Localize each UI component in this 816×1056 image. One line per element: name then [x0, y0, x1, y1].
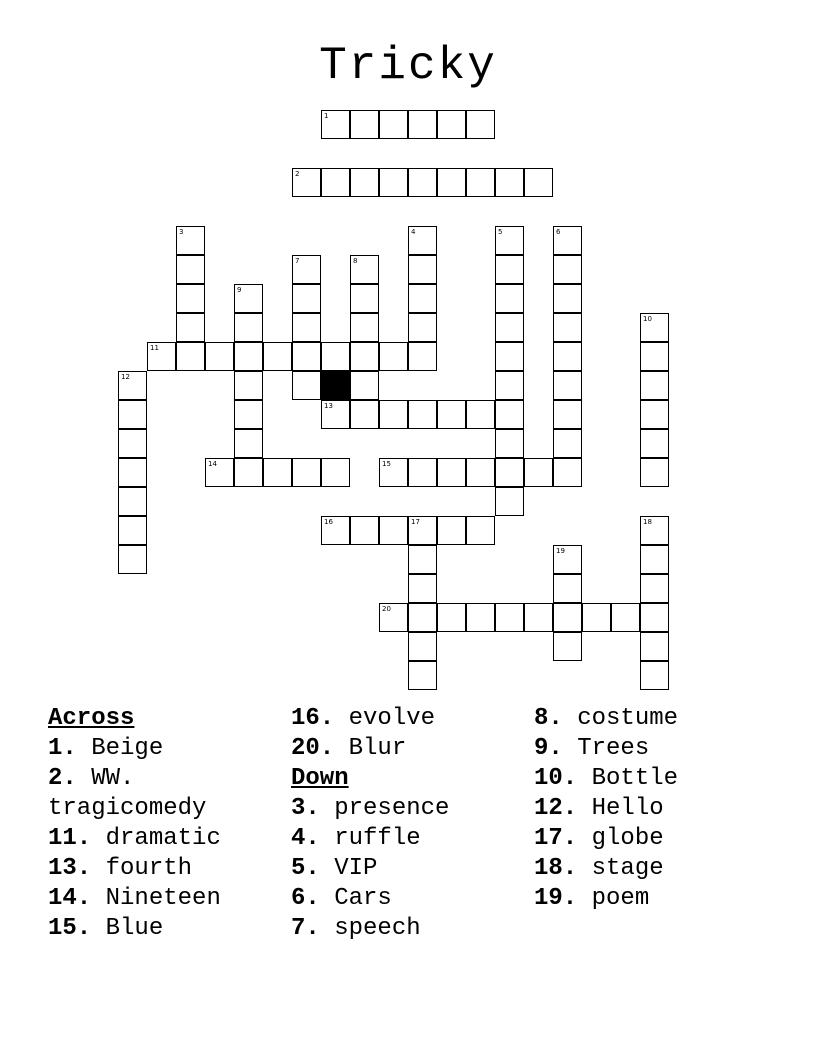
grid-cell[interactable]	[350, 255, 379, 284]
clue-across-1: 1. Beige	[48, 735, 164, 762]
grid-cell[interactable]	[640, 429, 669, 458]
grid-cell[interactable]	[321, 400, 350, 429]
cell-number: 17	[411, 518, 420, 526]
grid-cell[interactable]	[495, 226, 524, 255]
grid-cell[interactable]	[118, 429, 147, 458]
grid-cell[interactable]	[495, 371, 524, 400]
clue-down-18: 18. stage	[534, 855, 664, 882]
clue-column-1	[48, 704, 288, 944]
grid-cell[interactable]	[292, 313, 321, 342]
grid-cell[interactable]	[205, 458, 234, 487]
cell-number: 8	[353, 257, 358, 265]
clue-down-5: 5. VIP	[291, 855, 378, 882]
grid-cell[interactable]	[553, 255, 582, 284]
grid-cell[interactable]	[350, 168, 379, 197]
grid-cell[interactable]	[495, 487, 524, 516]
grid-cell[interactable]	[437, 458, 466, 487]
grid-cell[interactable]	[408, 313, 437, 342]
grid-cell[interactable]	[321, 458, 350, 487]
grid-cell[interactable]	[466, 168, 495, 197]
grid-cell[interactable]	[408, 342, 437, 371]
grid-cell[interactable]	[176, 342, 205, 371]
grid-cell[interactable]	[234, 371, 263, 400]
grid-cell[interactable]	[553, 313, 582, 342]
grid-cell[interactable]	[379, 400, 408, 429]
grid-cell[interactable]	[234, 429, 263, 458]
cell-number: 7	[295, 257, 300, 265]
grid-cell[interactable]	[437, 110, 466, 139]
grid-cell[interactable]	[495, 458, 524, 487]
cell-number: 9	[237, 286, 242, 294]
grid-cell[interactable]	[640, 603, 669, 632]
grid-cell[interactable]	[524, 168, 553, 197]
grid-cell[interactable]	[640, 371, 669, 400]
clue-down-4: 4. ruffle	[291, 825, 421, 852]
clue-down-7: 7. speech	[291, 915, 421, 942]
grid-cell[interactable]	[553, 632, 582, 661]
grid-cell[interactable]	[553, 342, 582, 371]
clue-down-3: 3. presence	[291, 795, 450, 822]
grid-cell[interactable]	[350, 284, 379, 313]
clue-down-19: 19. poem	[534, 885, 650, 912]
cell-number: 11	[150, 344, 159, 352]
clue-down-10: 10. Bottle	[534, 765, 679, 792]
grid-cell[interactable]	[234, 313, 263, 342]
puzzle-title: Tricky	[319, 40, 497, 92]
grid-cell[interactable]	[379, 168, 408, 197]
grid-cell[interactable]	[408, 226, 437, 255]
grid-cell[interactable]	[640, 342, 669, 371]
grid-cell[interactable]	[437, 516, 466, 545]
grid-cell[interactable]	[553, 458, 582, 487]
grid-cell[interactable]	[234, 400, 263, 429]
grid-cell[interactable]	[553, 603, 582, 632]
grid-cell[interactable]	[640, 400, 669, 429]
cell-number: 20	[382, 605, 391, 613]
clue-down-8: 8. costume	[534, 705, 679, 732]
grid-cell[interactable]	[640, 313, 669, 342]
grid-cell[interactable]	[408, 458, 437, 487]
grid-cell[interactable]	[582, 603, 611, 632]
clue-down-12: 12. Hello	[534, 795, 664, 822]
grid-cell[interactable]	[321, 516, 350, 545]
grid-cell[interactable]	[553, 284, 582, 313]
grid-cell[interactable]	[321, 110, 350, 139]
grid-cell[interactable]	[466, 110, 495, 139]
grid-cell[interactable]	[495, 255, 524, 284]
cell-number: 18	[643, 518, 652, 526]
cell-number: 16	[324, 518, 333, 526]
grid-cell[interactable]	[495, 603, 524, 632]
cell-number: 12	[121, 373, 130, 381]
grid-cell[interactable]	[640, 516, 669, 545]
grid-cell[interactable]	[408, 110, 437, 139]
grid-cell[interactable]	[379, 110, 408, 139]
cell-number: 13	[324, 402, 333, 410]
cell-number: 5	[498, 228, 503, 236]
grid-cell[interactable]	[553, 371, 582, 400]
grid-cell[interactable]	[408, 632, 437, 661]
cell-number: 3	[179, 228, 184, 236]
grid-cell[interactable]	[118, 458, 147, 487]
grid-cell[interactable]	[292, 168, 321, 197]
grid-cell[interactable]	[118, 545, 147, 574]
cell-number: 2	[295, 170, 300, 178]
grid-cell[interactable]	[495, 168, 524, 197]
grid-cell[interactable]	[524, 458, 553, 487]
grid-cell[interactable]	[379, 458, 408, 487]
grid-cell[interactable]	[350, 371, 379, 400]
grid-cell[interactable]	[640, 545, 669, 574]
grid-cell[interactable]	[553, 400, 582, 429]
grid-cell[interactable]	[408, 545, 437, 574]
grid-cell[interactable]	[495, 313, 524, 342]
clue-column-2	[291, 704, 531, 944]
grid-cell[interactable]	[553, 226, 582, 255]
grid-cell[interactable]	[437, 168, 466, 197]
grid-cell[interactable]	[408, 574, 437, 603]
grid-cell[interactable]	[118, 487, 147, 516]
grid-cell[interactable]	[611, 603, 640, 632]
grid-cell[interactable]	[495, 429, 524, 458]
grid-cell[interactable]	[350, 516, 379, 545]
grid-cell[interactable]	[292, 458, 321, 487]
clue-across-15: 15. Blue	[48, 915, 164, 942]
clue-across-14: 14. Nineteen	[48, 885, 221, 912]
grid-cell[interactable]	[350, 313, 379, 342]
grid-cell[interactable]	[640, 574, 669, 603]
grid-cell[interactable]	[292, 371, 321, 400]
grid-cell[interactable]	[553, 545, 582, 574]
grid-cell[interactable]	[495, 400, 524, 429]
grid-cell[interactable]	[118, 400, 147, 429]
grid-cell[interactable]	[553, 429, 582, 458]
clue-down-9: 9. Trees	[534, 735, 650, 762]
grid-cell[interactable]	[292, 284, 321, 313]
grid-cell[interactable]	[408, 603, 437, 632]
clue-column-3	[534, 704, 774, 914]
grid-cell[interactable]	[176, 226, 205, 255]
grid-cell[interactable]	[234, 284, 263, 313]
grid-cell[interactable]	[640, 632, 669, 661]
grid-cell[interactable]	[118, 371, 147, 400]
grid-cell[interactable]	[408, 516, 437, 545]
grid-cell[interactable]	[321, 342, 350, 371]
cell-number: 10	[643, 315, 652, 323]
grid-cell[interactable]	[292, 342, 321, 371]
grid-cell[interactable]	[408, 284, 437, 313]
clue-across-11: 11. dramatic	[48, 825, 221, 852]
grid-cell[interactable]	[205, 342, 234, 371]
black-cell	[321, 371, 350, 400]
grid-cell[interactable]	[553, 574, 582, 603]
grid-cell[interactable]	[234, 458, 263, 487]
clue-across-16: 16. evolve	[291, 705, 436, 732]
clue-down-6: 6. Cars	[291, 885, 392, 912]
grid-cell[interactable]	[466, 458, 495, 487]
grid-cell[interactable]	[466, 400, 495, 429]
grid-cell[interactable]	[466, 603, 495, 632]
cell-number: 1	[324, 112, 329, 120]
cell-number: 19	[556, 547, 565, 555]
grid-cell[interactable]	[640, 458, 669, 487]
grid-cell[interactable]	[292, 255, 321, 284]
grid-cell[interactable]	[408, 661, 437, 690]
grid-cell[interactable]	[495, 342, 524, 371]
grid-cell[interactable]	[321, 168, 350, 197]
grid-cell[interactable]	[379, 516, 408, 545]
grid-cell[interactable]	[437, 603, 466, 632]
across-header: Across	[48, 705, 135, 732]
grid-cell[interactable]	[350, 400, 379, 429]
grid-cell[interactable]	[408, 255, 437, 284]
grid-cell[interactable]	[437, 400, 466, 429]
cell-number: 4	[411, 228, 416, 236]
grid-cell[interactable]	[263, 342, 292, 371]
grid-cell[interactable]	[640, 661, 669, 690]
cell-number: 6	[556, 228, 561, 236]
clue-across-13: 13. fourth	[48, 855, 193, 882]
grid-cell[interactable]	[350, 342, 379, 371]
grid-cell[interactable]	[408, 168, 437, 197]
grid-cell[interactable]	[495, 284, 524, 313]
grid-cell[interactable]	[147, 342, 176, 371]
cell-number: 14	[208, 460, 217, 468]
grid-cell[interactable]	[176, 255, 205, 284]
clue-across-20: 20. Blur	[291, 735, 407, 762]
grid-cell[interactable]	[176, 284, 205, 313]
grid-cell[interactable]	[379, 603, 408, 632]
down-header: Down	[291, 765, 349, 792]
grid-cell[interactable]	[118, 516, 147, 545]
grid-cell[interactable]	[263, 458, 292, 487]
grid-cell[interactable]	[234, 342, 263, 371]
grid-cell[interactable]	[350, 110, 379, 139]
grid-cell[interactable]	[466, 516, 495, 545]
grid-cell[interactable]	[524, 603, 553, 632]
grid-cell[interactable]	[408, 400, 437, 429]
cell-number: 15	[382, 460, 391, 468]
clue-across-2: 2. WW. tragicomedy	[48, 765, 207, 822]
clue-down-17: 17. globe	[534, 825, 664, 852]
grid-cell[interactable]	[379, 342, 408, 371]
grid-cell[interactable]	[176, 313, 205, 342]
